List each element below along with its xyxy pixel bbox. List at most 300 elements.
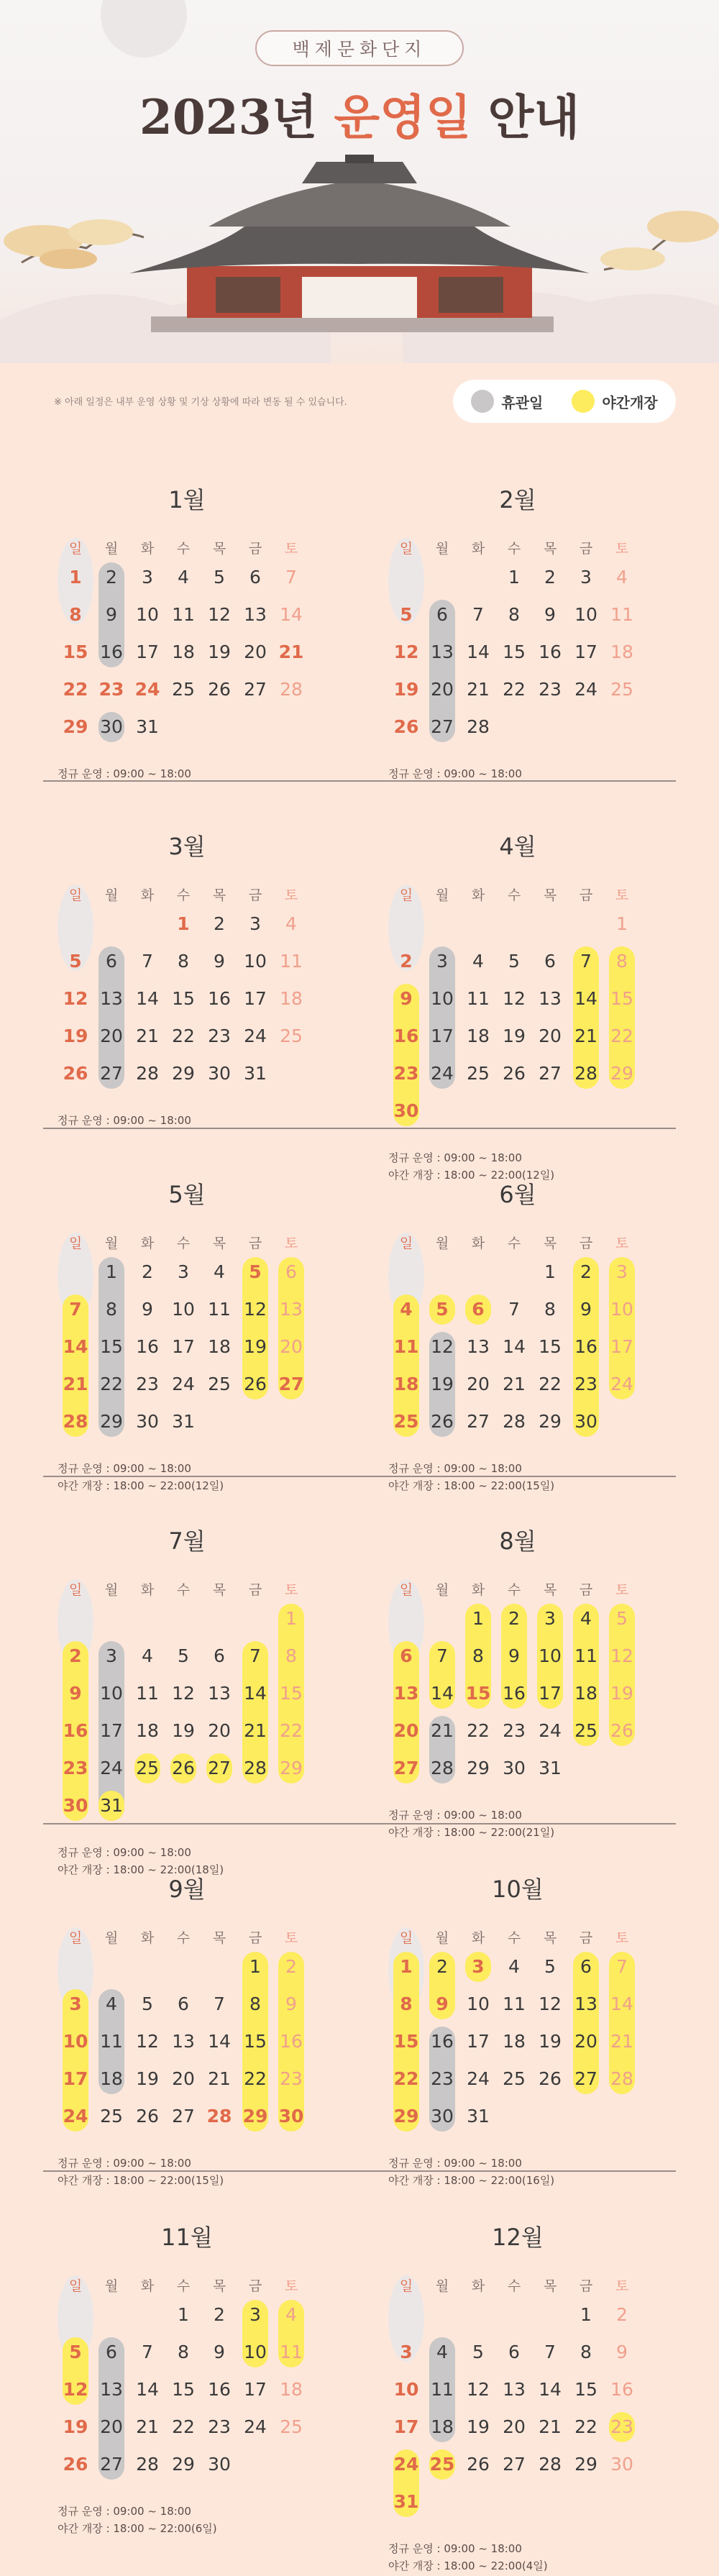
calendar-day: 29: [610, 1063, 633, 1084]
calendar-day: 17: [393, 2416, 419, 2437]
calendar-day: 17: [610, 1336, 633, 1357]
regular-hours: 정규 운영 : 09:00 ~ 18:00: [388, 2157, 522, 2170]
legend: [453, 380, 676, 423]
calendar-day: 20: [244, 641, 267, 662]
calendar-day: 12: [539, 1993, 562, 2014]
calendar-day: 24: [63, 2106, 88, 2127]
weekday-header: 화: [471, 1582, 485, 1598]
calendar-day: 14: [574, 988, 597, 1009]
calendar-day: 29: [280, 1758, 303, 1778]
calendar-day: 18: [503, 2031, 526, 2052]
calendar-day: 19: [431, 1374, 454, 1394]
night-swatch: [572, 390, 595, 413]
calendar-day: 17: [539, 1683, 562, 1704]
calendar-day: 10: [100, 1683, 123, 1704]
calendar-day: 5: [400, 604, 413, 625]
calendar-day: 3: [69, 1993, 82, 2014]
calendar-day: 27: [208, 1758, 231, 1778]
calendar-day: 15: [63, 641, 88, 662]
calendar-day: 1: [400, 1956, 413, 1977]
calendar-day: 10: [63, 2031, 88, 2052]
calendar-day: 20: [280, 1336, 303, 1357]
calendar-day: 24: [574, 679, 597, 700]
calendar-day: 2: [285, 1956, 297, 1977]
weekday-header: 화: [471, 1930, 485, 1946]
calendar-day: 20: [503, 2416, 526, 2437]
calendar-day: 22: [610, 1026, 633, 1046]
calendar-day: 17: [574, 641, 597, 662]
calendar-day: 15: [172, 988, 195, 1009]
calendar-day: 17: [431, 1026, 454, 1046]
weekday-header: 수: [507, 541, 521, 557]
calendar-day: 11: [431, 2379, 454, 2400]
weekday-header: 금: [248, 1930, 262, 1946]
calendar-day: 4: [616, 567, 628, 588]
calendar-day: 7: [436, 1645, 448, 1666]
weekday-header: 금: [579, 2278, 593, 2294]
calendar-day: 30: [208, 1063, 231, 1084]
calendar-day: 16: [574, 1336, 597, 1357]
calendar-day: 1: [472, 1608, 484, 1629]
weekday-header: 금: [248, 887, 262, 903]
calendar-day: 25: [429, 2454, 455, 2475]
calendar-day: 12: [172, 1683, 195, 1704]
weekday-header: 수: [176, 541, 191, 557]
calendar-day: 13: [100, 988, 123, 1009]
calendar-day: 11: [393, 1336, 419, 1357]
calendar-day: 25: [136, 1758, 159, 1778]
calendar-day: 30: [431, 2106, 454, 2127]
calendar-day: 8: [400, 1993, 413, 2014]
calendar-day: 20: [172, 2068, 195, 2089]
weekday-header: 월: [435, 1930, 449, 1946]
calendar-day: 1: [249, 1956, 261, 1977]
calendar-day: 13: [393, 1683, 419, 1704]
calendar-day: 12: [63, 2379, 88, 2400]
weekday-header: 화: [471, 541, 485, 557]
calendar-day: 17: [244, 2379, 267, 2400]
calendar-day: 9: [142, 1299, 153, 1320]
calendar-day: 4: [580, 1608, 592, 1629]
weekday-header: 화: [140, 541, 155, 557]
calendar-day: 28: [610, 2068, 633, 2089]
calendar-day: 20: [100, 1026, 123, 1046]
calendar-day: 30: [503, 1758, 526, 1778]
calendar-day: 11: [280, 951, 303, 972]
calendar-day: 24: [244, 1026, 267, 1046]
page-title: [0, 79, 719, 147]
calendar-day: 19: [136, 2068, 159, 2089]
weekday-header: 월: [435, 1582, 449, 1598]
regular-hours: 정규 운영 : 09:00 ~ 18:00: [388, 1809, 522, 1822]
calendar-day: 4: [106, 1993, 117, 2014]
calendar-day: 18: [574, 1683, 597, 1704]
weekday-header: 목: [543, 1930, 557, 1946]
weekday-header: 화: [140, 1236, 155, 1251]
section-divider: [43, 1476, 676, 1477]
weekday-header: 토: [615, 1582, 629, 1598]
operating-hours: [58, 1112, 191, 1129]
calendar-day: 1: [285, 1608, 297, 1629]
calendar-day: 2: [616, 2304, 628, 2325]
calendar-day: 21: [278, 641, 304, 662]
weekday-header: 목: [212, 1930, 226, 1946]
calendar-day: 6: [285, 1261, 297, 1282]
calendar-day: 4: [178, 567, 189, 588]
calendar-day: 25: [574, 1720, 597, 1741]
calendar-day: 19: [63, 1026, 88, 1046]
calendar-day: 24: [467, 2068, 490, 2089]
calendar-day: 1: [544, 1261, 556, 1282]
calendar-day: 18: [467, 1026, 490, 1046]
weekday-header: 토: [615, 2278, 629, 2294]
calendar-day: 13: [172, 2031, 195, 2052]
calendar-day: 31: [467, 2106, 490, 2127]
calendar-day: 21: [503, 1374, 526, 1394]
calendar-day: 11: [610, 604, 633, 625]
calendar-day: 5: [69, 951, 82, 972]
weekday-header: 화: [140, 2278, 155, 2294]
calendar-day: 13: [244, 604, 267, 625]
calendar-day: 21: [610, 2031, 633, 2052]
calendar-day: 30: [63, 1795, 88, 1816]
calendar-day: 23: [208, 1026, 231, 1046]
calendar-day: 26: [610, 1720, 633, 1741]
calendar-day: 26: [244, 1374, 267, 1394]
calendar-day: 11: [100, 2031, 123, 2052]
calendar-day: 25: [280, 1026, 303, 1046]
legend-night-label: 야간개장: [602, 393, 658, 411]
month-title: 12월: [492, 2224, 544, 2251]
weekday-header: 금: [248, 2278, 262, 2294]
weekday-header: 화: [471, 887, 485, 903]
calendar-day: 31: [136, 716, 159, 737]
calendar-day: 5: [436, 1299, 449, 1320]
calendar-day: 28: [574, 1063, 597, 1084]
calendar-day: 6: [400, 1645, 413, 1666]
calendar-day: 19: [393, 679, 419, 700]
weekday-header: 목: [543, 1582, 557, 1598]
weekday-header: 월: [435, 1236, 449, 1251]
calendar-day: 29: [63, 716, 88, 737]
calendar-day: 19: [172, 1720, 195, 1741]
calendar-day: 20: [431, 679, 454, 700]
calendar-day: 27: [100, 2454, 123, 2475]
calendar-day: 29: [393, 2106, 419, 2127]
calendar-day: 11: [574, 1645, 597, 1666]
calendar-day: 14: [136, 988, 159, 1009]
weekday-header: 목: [543, 1236, 557, 1251]
calendar-day: 5: [214, 567, 225, 588]
calendar-day: 24: [172, 1374, 195, 1394]
weekday-header: 목: [212, 887, 226, 903]
calendar-day: 25: [208, 1374, 231, 1394]
weekday-header: 토: [284, 541, 298, 557]
calendar-day: 4: [142, 1645, 153, 1666]
calendar-day: 12: [610, 1645, 633, 1666]
calendar-day: 26: [503, 1063, 526, 1084]
weekday-header: 월: [104, 1236, 119, 1251]
calendar-day: 15: [539, 1336, 562, 1357]
calendar-day: 2: [214, 913, 225, 934]
weekday-header: 목: [212, 1236, 226, 1251]
title-end: 안내: [487, 89, 580, 145]
section-divider: [43, 2170, 676, 2172]
weekday-header: 금: [579, 1236, 593, 1251]
operating-hours: [58, 1460, 224, 1494]
calendar-day: 6: [436, 604, 448, 625]
operating-hours: [388, 2540, 548, 2575]
calendar-day: 21: [136, 2416, 159, 2437]
calendar-day: 17: [100, 1720, 123, 1741]
calendar-day: 5: [249, 1261, 262, 1282]
calendar-day: 5: [142, 1993, 153, 2014]
calendar-day: 16: [208, 2379, 231, 2400]
calendar-day: 5: [616, 1608, 628, 1629]
calendar-day: 18: [393, 1374, 419, 1394]
calendar-day: 1: [508, 567, 520, 588]
calendar-day: 11: [467, 988, 490, 1009]
weekday-header: 일: [388, 2275, 424, 2362]
weekday-header: 화: [140, 887, 155, 903]
calendar-day: 7: [508, 1299, 520, 1320]
regular-hours: 정규 운영 : 09:00 ~ 18:00: [58, 1462, 191, 1475]
calendar-day: 20: [100, 2416, 123, 2437]
weekday-header: 토: [284, 887, 298, 903]
header-banner: [0, 0, 719, 363]
calendar-day: 8: [178, 2342, 189, 2362]
calendar-day: 24: [134, 679, 160, 700]
calendar-day: 14: [280, 604, 303, 625]
calendar-day: 8: [544, 1299, 556, 1320]
calendar-day: 30: [574, 1411, 597, 1432]
calendar-day: 17: [172, 1336, 195, 1357]
calendar-day: 18: [172, 641, 195, 662]
calendar-day: 23: [136, 1374, 159, 1394]
calendar-day: 18: [208, 1336, 231, 1357]
weekday-header: 일: [58, 885, 93, 971]
calendar-day: 22: [280, 1720, 303, 1741]
calendar-day: 28: [280, 679, 303, 700]
sun-decoration: [101, 0, 187, 58]
calendar-day: 21: [208, 2068, 231, 2089]
calendar-day: 28: [244, 1758, 267, 1778]
month-title: 1월: [168, 486, 206, 513]
calendar-day: 28: [467, 716, 490, 737]
calendar-day: 23: [280, 2068, 303, 2089]
calendar-day: 10: [244, 2342, 267, 2362]
regular-hours: 정규 운영 : 09:00 ~ 18:00: [58, 1846, 191, 1859]
calendar-day: 18: [280, 2379, 303, 2400]
calendar-day: 22: [467, 1720, 490, 1741]
calendar-day: 6: [508, 2342, 520, 2362]
calendar-day: 29: [100, 1411, 123, 1432]
calendar-day: 29: [467, 1758, 490, 1778]
calendar-day: 9: [69, 1683, 82, 1704]
calendar-day: 9: [214, 2342, 225, 2362]
calendar-day: 6: [106, 2342, 117, 2362]
weekday-header: 금: [248, 1236, 262, 1251]
calendar-day: 4: [436, 2342, 448, 2362]
calendar-day: 26: [172, 1758, 195, 1778]
calendar-day: 28: [136, 1063, 159, 1084]
calendar-day: 29: [172, 2454, 195, 2475]
calendar-day: 19: [63, 2416, 88, 2437]
calendar-day: 21: [244, 1720, 267, 1741]
section-divider: [43, 1128, 676, 1129]
weekday-header: 일: [58, 538, 93, 624]
weekday-header: 일: [58, 2275, 93, 2362]
calendar-day: 9: [106, 604, 117, 625]
weekday-header: 일: [58, 1927, 93, 2014]
calendar-day: 20: [574, 2031, 597, 2052]
calendar-day: 10: [539, 1645, 562, 1666]
calendar-day: 2: [436, 1956, 448, 1977]
calendar-day: 26: [393, 716, 419, 737]
regular-hours: 정규 운영 : 09:00 ~ 18:00: [58, 1114, 191, 1127]
calendar-day: 19: [610, 1683, 633, 1704]
calendar-day: 22: [63, 679, 88, 700]
weekday-header: 수: [507, 887, 521, 903]
calendar-day: 26: [539, 2068, 562, 2089]
calendar-day: 7: [214, 1993, 225, 2014]
calendar-day: 16: [393, 1026, 419, 1046]
calendar-day: 8: [249, 1993, 261, 2014]
calendar-day: 16: [539, 641, 562, 662]
calendar-day: 13: [467, 1336, 490, 1357]
schedule-notice: ※ 아래 일정은 내부 운영 상황 및 기상 상황에 따라 변동 될 수 있습니다.: [54, 397, 347, 408]
calendar-day: 5: [472, 2342, 484, 2362]
operating-hours: [58, 2155, 224, 2189]
night-hours: 야간 개장 : 18:00 ~ 22:00(15일): [388, 1479, 555, 1492]
calendar-day: 12: [467, 2379, 490, 2400]
night-hours: 야간 개장 : 18:00 ~ 22:00(4일): [388, 2559, 548, 2572]
venue-badge: 백제문화단지: [255, 30, 464, 66]
weekday-header: 토: [615, 541, 629, 557]
calendar-day: 23: [610, 2416, 633, 2437]
calendar-day: 28: [63, 1411, 88, 1432]
calendar-day: 20: [467, 1374, 490, 1394]
weekday-header: 월: [104, 1582, 119, 1598]
calendar-day: 2: [400, 951, 413, 972]
title-year: 2023년: [139, 89, 318, 145]
weekday-header: 일: [388, 885, 424, 971]
weekday-header: 일: [388, 1233, 424, 1319]
calendar-day: 16: [610, 2379, 633, 2400]
calendar-day: 27: [172, 2106, 195, 2127]
weekday-header: 목: [212, 1582, 226, 1598]
weekday-header: 토: [615, 1236, 629, 1251]
calendar-day: 23: [99, 679, 124, 700]
calendar-day: 15: [503, 641, 526, 662]
weekday-header: 월: [104, 887, 119, 903]
calendar-day: 5: [508, 951, 520, 972]
calendar-day: 18: [136, 1720, 159, 1741]
section-divider: [43, 1823, 676, 1824]
calendar-day: 3: [580, 567, 592, 588]
regular-hours: 정규 운영 : 09:00 ~ 18:00: [388, 1151, 522, 1164]
regular-hours: 정규 운영 : 09:00 ~ 18:00: [58, 767, 191, 780]
month-title: 2월: [499, 486, 536, 513]
night-hours: 야간 개장 : 18:00 ~ 22:00(6일): [58, 2522, 217, 2535]
calendar-day: 14: [208, 2031, 231, 2052]
calendar-day: 27: [539, 1063, 562, 1084]
calendar-day: 25: [503, 2068, 526, 2089]
calendar-day: 26: [63, 1063, 88, 1084]
weekday-header: 수: [507, 2278, 521, 2294]
calendar-day: 3: [472, 1956, 485, 1977]
weekday-header: 월: [435, 541, 449, 557]
calendar-day: 13: [431, 641, 454, 662]
calendar-day: 13: [503, 2379, 526, 2400]
calendar-day: 15: [100, 1336, 123, 1357]
calendar-day: 15: [244, 2031, 267, 2052]
calendar-day: 16: [136, 1336, 159, 1357]
calendar-day: 6: [178, 1993, 189, 2014]
weekday-header: 목: [543, 541, 557, 557]
weekday-header: 수: [507, 1582, 521, 1598]
calendar-day: 25: [100, 2106, 123, 2127]
calendar-day: 15: [465, 1683, 491, 1704]
calendar-day: 4: [472, 951, 484, 972]
calendar-day: 5: [178, 1645, 189, 1666]
calendar-day: 16: [431, 2031, 454, 2052]
night-hours: 야간 개장 : 18:00 ~ 22:00(21일): [388, 1826, 555, 1839]
calendar-day: 3: [142, 567, 153, 588]
calendar-day: 8: [69, 604, 82, 625]
weekday-header: 월: [104, 541, 119, 557]
weekday-header: 수: [176, 1236, 191, 1251]
calendar-day: 10: [172, 1299, 195, 1320]
calendar-day: 14: [136, 2379, 159, 2400]
calendar-day: 2: [106, 567, 117, 588]
month-title: 10월: [492, 1876, 544, 1903]
calendar-day: 29: [172, 1063, 195, 1084]
weekday-header: 화: [140, 1930, 155, 1946]
calendar-day: 7: [285, 567, 297, 588]
calendar-day: 9: [544, 604, 556, 625]
calendar-day: 8: [508, 604, 520, 625]
calendar-day: 14: [503, 1336, 526, 1357]
calendar-day: 29: [539, 1411, 562, 1432]
calendar-day: 23: [539, 679, 562, 700]
calendar-day: 12: [503, 988, 526, 1009]
weekday-header: 일: [58, 1579, 93, 1666]
weekday-header: 목: [543, 2278, 557, 2294]
calendar-day: 26: [467, 2454, 490, 2475]
calendar-day: 4: [400, 1299, 413, 1320]
calendar-day: 30: [610, 2454, 633, 2475]
calendar-day: 19: [503, 1026, 526, 1046]
calendar-day: 27: [467, 1411, 490, 1432]
calendar-day: 7: [249, 1645, 261, 1666]
month-title: 6월: [499, 1181, 536, 1208]
calendar-day: 13: [280, 1299, 303, 1320]
weekday-header: 일: [388, 1927, 424, 2014]
calendar-day: 16: [208, 988, 231, 1009]
calendar-day: 5: [69, 2342, 82, 2362]
calendar-day: 30: [136, 1411, 159, 1432]
weekday-header: 월: [435, 2278, 449, 2294]
night-hours: 야간 개장 : 18:00 ~ 22:00(12일): [58, 1479, 224, 1492]
section-divider: [43, 780, 676, 782]
calendar-day: 11: [172, 604, 195, 625]
calendar-day: 2: [69, 1645, 82, 1666]
calendar-day: 16: [280, 2031, 303, 2052]
calendar-day: 22: [539, 1374, 562, 1394]
calendar-day: 7: [616, 1956, 628, 1977]
calendar-day: 3: [106, 1645, 117, 1666]
